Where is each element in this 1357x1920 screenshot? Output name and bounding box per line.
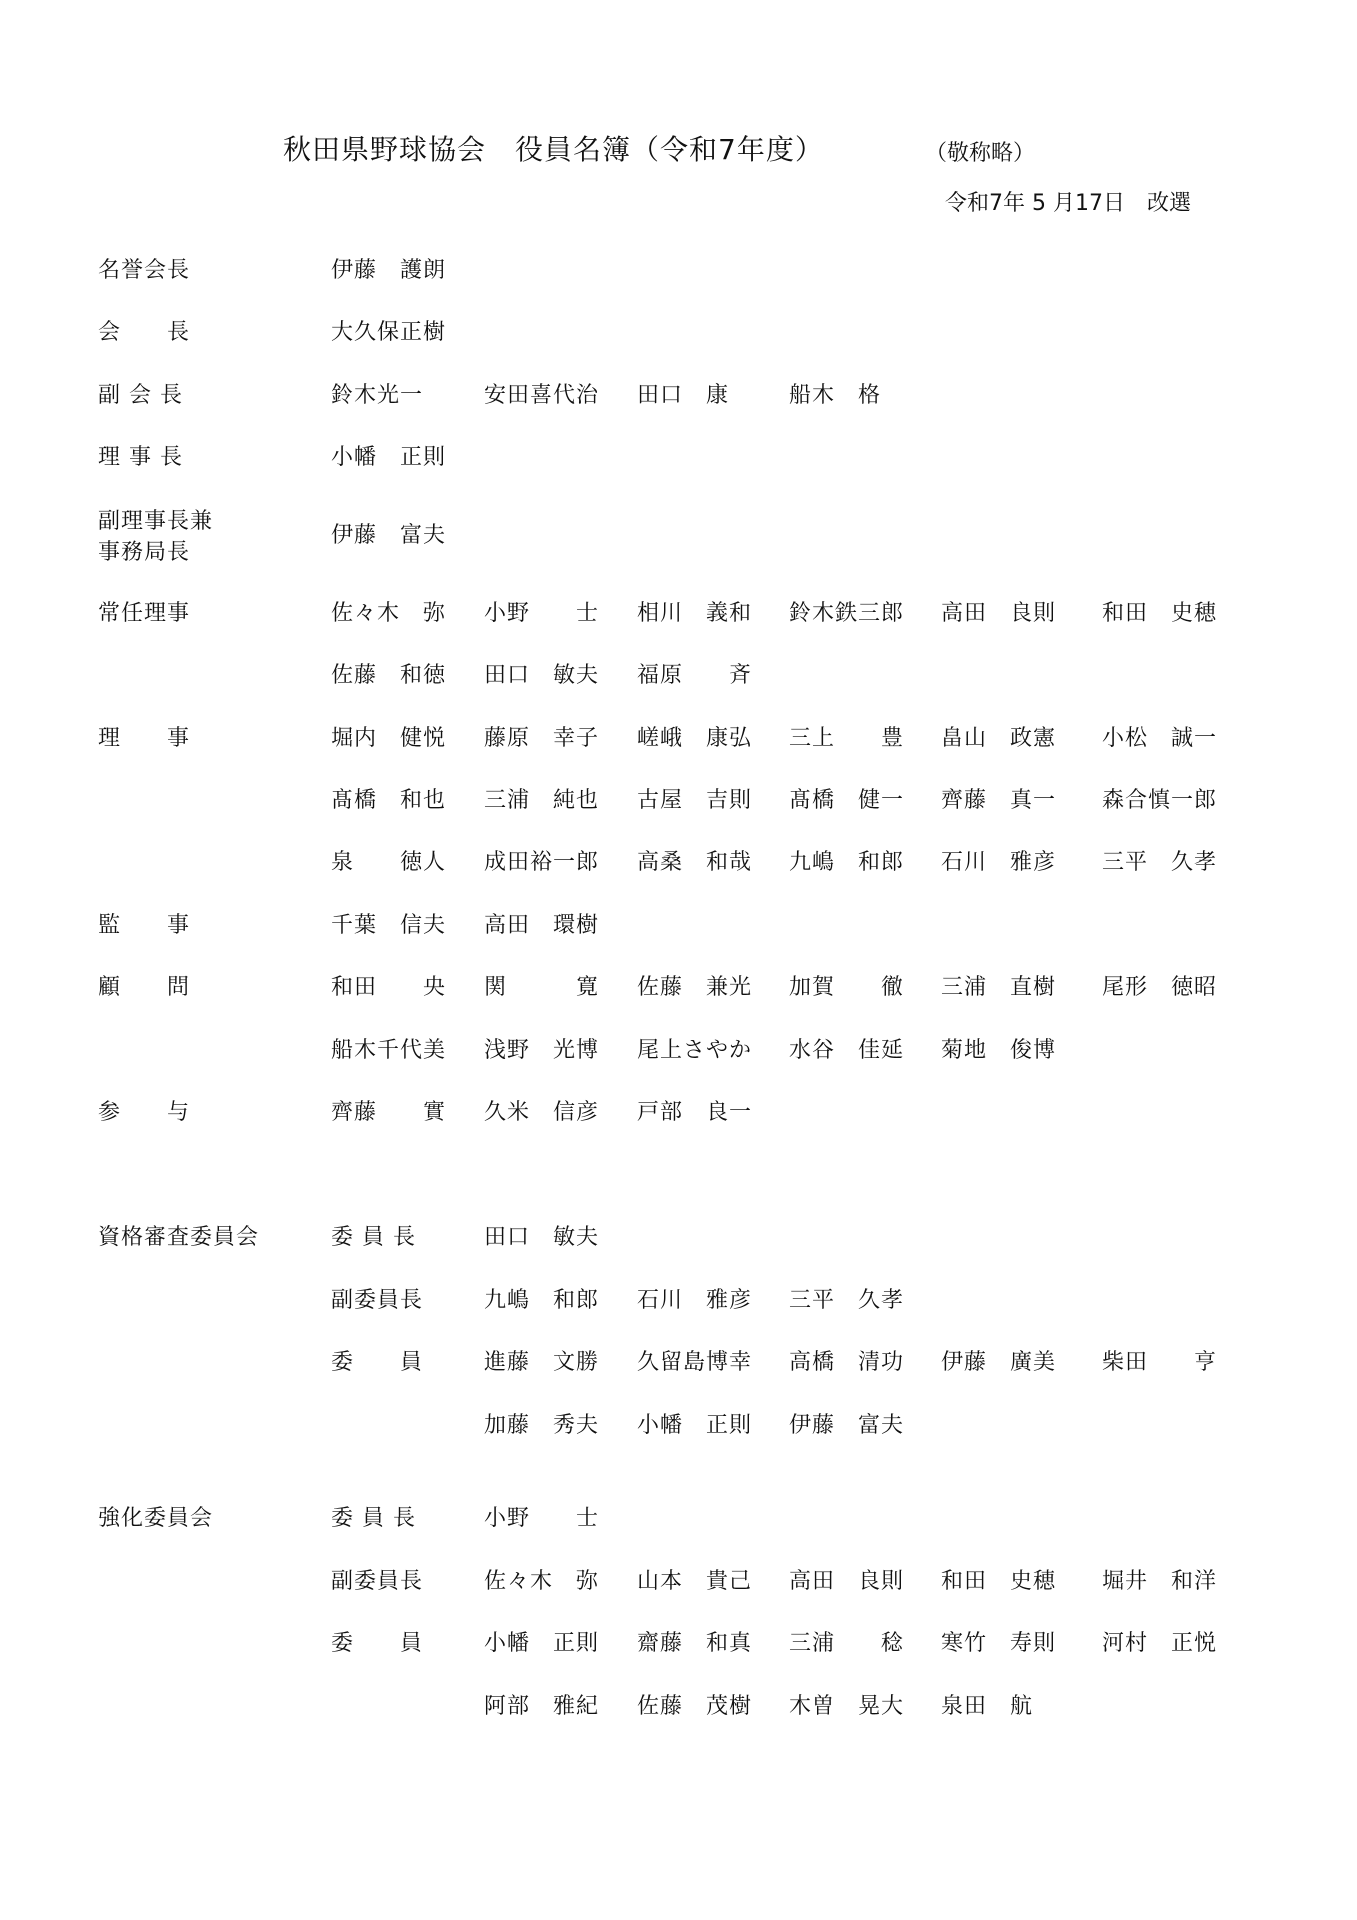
committee-member: 小幡 正則	[484, 1631, 600, 1656]
committee-position: 委 員 長	[331, 1225, 416, 1250]
officer-name: 三上 豊	[789, 726, 905, 751]
officer-name: 和田 央	[331, 975, 447, 1000]
officer-name: 成田裕一郎	[484, 850, 600, 875]
officer-name: 堀内 健悦	[331, 726, 447, 751]
committee-member: 進藤 文勝	[484, 1350, 600, 1375]
officer-name: 安田喜代治	[484, 383, 600, 408]
role-label: 参 与	[98, 1100, 191, 1125]
officer-name: 藤原 幸子	[484, 726, 600, 751]
officer-name: 水谷 佳延	[789, 1038, 905, 1063]
honorific-note: （敬称略）	[925, 141, 1036, 166]
committee-member: 堀井 和洋	[1102, 1569, 1218, 1594]
committee-member: 伊藤 廣美	[941, 1350, 1057, 1375]
role-label: 常任理事	[98, 601, 191, 626]
officer-name: 古屋 吉則	[637, 788, 753, 813]
officer-name: 石川 雅彦	[941, 850, 1057, 875]
role-label: 会 長	[98, 320, 191, 345]
officer-name: 高田 良則	[941, 601, 1057, 626]
officer-name: 和田 史穂	[1102, 601, 1218, 626]
officer-name: 高田 環樹	[484, 913, 600, 938]
committee-member: 山本 貴己	[637, 1569, 753, 1594]
committee-name: 資格審査委員会	[98, 1225, 260, 1250]
role-label-line1: 副理事長兼	[98, 509, 214, 534]
committee-member: 寒竹 寿則	[941, 1631, 1057, 1656]
officer-name: 戸部 良一	[637, 1100, 753, 1125]
officer-name: 髙橋 健一	[789, 788, 905, 813]
officer-name: 三平 久孝	[1102, 850, 1218, 875]
officer-name: 船木千代美	[331, 1038, 447, 1063]
committee-member: 田口 敏夫	[484, 1225, 600, 1250]
committee-member: 加藤 秀夫	[484, 1413, 600, 1438]
role-label: 名誉会長	[98, 258, 191, 283]
officer-name: 尾上さやか	[637, 1038, 753, 1063]
role-label: 理 事	[98, 726, 191, 751]
committee-member: 久留島博幸	[637, 1350, 753, 1375]
officer-name: 三浦 直樹	[941, 975, 1057, 1000]
officer-name: 齊藤 真一	[941, 788, 1057, 813]
officer-name: 加賀 徹	[789, 975, 905, 1000]
committee-member: 和田 史穂	[941, 1569, 1057, 1594]
officer-name: 畠山 政憲	[941, 726, 1057, 751]
committee-member: 泉田 航	[941, 1694, 1034, 1719]
committee-member: 伊藤 富夫	[789, 1413, 905, 1438]
role-label: 理 事 長	[98, 445, 183, 470]
role-label	[98, 506, 213, 568]
officer-name: 関 寛	[484, 975, 600, 1000]
committee-member: 小幡 正則	[637, 1413, 753, 1438]
officer-name: 久米 信彦	[484, 1100, 600, 1125]
officer-name: 高桑 和哉	[637, 850, 753, 875]
officer-name: 小松 誠一	[1102, 726, 1218, 751]
officer-name: 髙橋 和也	[331, 788, 447, 813]
officer-name: 嵯峨 康弘	[637, 726, 753, 751]
officer-name: 九嶋 和郎	[789, 850, 905, 875]
committee-position: 副委員長	[331, 1569, 424, 1594]
role-label: 副 会 長	[98, 383, 183, 408]
document-title: 秋田県野球協会 役員名簿（令和7年度）	[283, 133, 824, 166]
officer-name: 鈴木光一	[331, 383, 424, 408]
officer-name: 齊藤 實	[331, 1100, 447, 1125]
officer-name: 尾形 徳昭	[1102, 975, 1218, 1000]
officer-name: 伊藤 護朗	[331, 258, 447, 283]
officer-name: 小幡 正則	[331, 445, 447, 470]
officer-name: 森合慎一郎	[1102, 788, 1218, 813]
committee-member: 齋藤 和真	[637, 1631, 753, 1656]
officer-name: 田口 康	[637, 383, 730, 408]
officer-name: 大久保正樹	[331, 320, 447, 345]
committee-member: 高橋 清功	[789, 1350, 905, 1375]
officer-name: 船木 格	[789, 383, 882, 408]
officer-name: 佐々木 弥	[331, 601, 447, 626]
committee-position: 委 員	[331, 1350, 424, 1375]
officer-name: 田口 敏夫	[484, 663, 600, 688]
committee-member: 石川 雅彦	[637, 1288, 753, 1313]
committee-member: 柴田 亨	[1102, 1350, 1218, 1375]
committee-member: 阿部 雅紀	[484, 1694, 600, 1719]
officer-name: 浅野 光博	[484, 1038, 600, 1063]
role-label: 監 事	[98, 913, 191, 938]
committee-member: 三浦 稔	[789, 1631, 905, 1656]
officer-name: 福原 斉	[637, 663, 753, 688]
officer-name: 小野 士	[484, 601, 600, 626]
committee-member: 木曽 晃大	[789, 1694, 905, 1719]
officer-name: 佐藤 兼光	[637, 975, 753, 1000]
officer-name: 佐藤 和徳	[331, 663, 447, 688]
committee-member: 河村 正悦	[1102, 1631, 1218, 1656]
committee-position: 委 員 長	[331, 1506, 416, 1531]
role-label-line2: 事務局長	[98, 540, 191, 565]
officer-name: 三浦 純也	[484, 788, 600, 813]
committee-name: 強化委員会	[98, 1506, 214, 1531]
role-label: 顧 問	[98, 975, 191, 1000]
officer-name: 伊藤 富夫	[331, 523, 447, 548]
committee-member: 三平 久孝	[789, 1288, 905, 1313]
officer-name: 泉 徳人	[331, 850, 447, 875]
committee-member: 小野 士	[484, 1506, 600, 1531]
officer-name: 千葉 信夫	[331, 913, 447, 938]
officer-name: 鈴木鉄三郎	[789, 601, 905, 626]
committee-member: 佐々木 弥	[484, 1569, 600, 1594]
committee-position: 委 員	[331, 1631, 424, 1656]
revision-note: 令和7年 5 月17日 改選	[945, 191, 1191, 216]
committee-member: 九嶋 和郎	[484, 1288, 600, 1313]
committee-member: 佐藤 茂樹	[637, 1694, 753, 1719]
officer-name: 菊地 俊博	[941, 1038, 1057, 1063]
committee-member: 高田 良則	[789, 1569, 905, 1594]
officer-name: 相川 義和	[637, 601, 753, 626]
committee-position: 副委員長	[331, 1288, 424, 1313]
